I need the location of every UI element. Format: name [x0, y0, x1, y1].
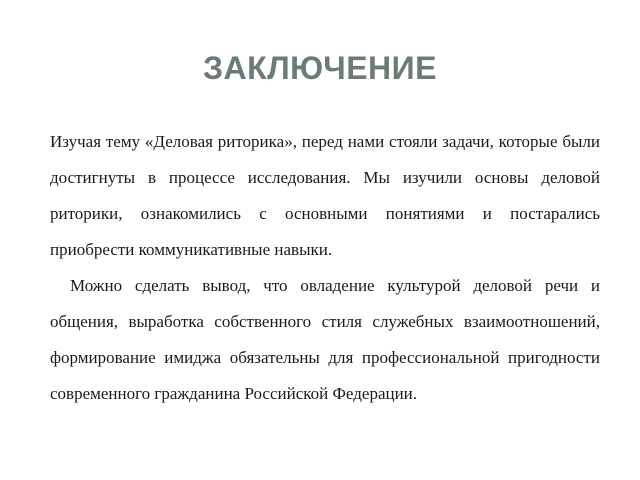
- paragraph-2: Можно сделать вывод, что овладение культурой деловой речи и общения, выработка собственного стиля служебных взаимоотношений, формирование имиджа обязательны для профессиональной пригодности современного гражданина Российской Федерации.: [50, 276, 600, 403]
- slide-body: [50, 124, 600, 412]
- paragraph-1: Изучая тему «Деловая риторика», перед нами стояли задачи, которые были достигнуты в процессе исследования. Мы изучили основы деловой риторики, ознакомились с основными понятиями и постарались приобрести коммуникативные навыки.: [50, 132, 600, 259]
- slide-title: ЗАКЛЮЧЕНИЕ: [203, 50, 437, 86]
